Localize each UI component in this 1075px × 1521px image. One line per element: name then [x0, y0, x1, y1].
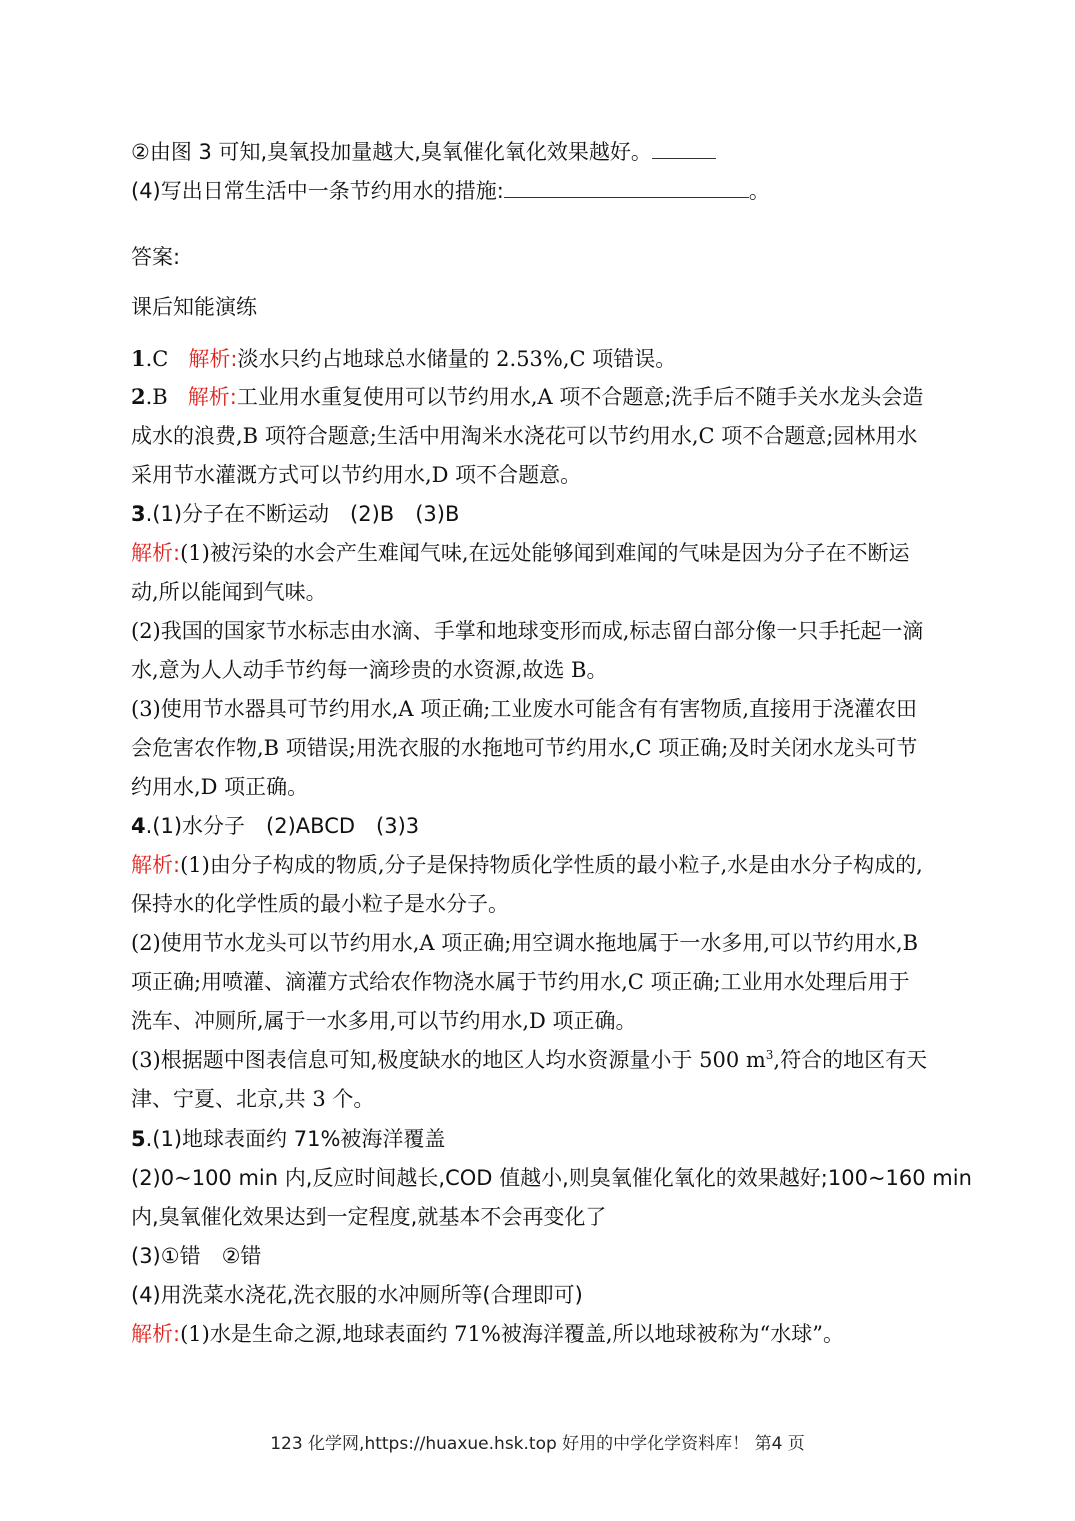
analysis-label: 解析:	[187, 385, 237, 409]
answer-5-number: 5	[131, 1127, 146, 1151]
analysis-line: (3)使用节水器具可节约用水,A 项正确;工业废水可能含有有害物质,直接用于浇灌农田	[131, 697, 918, 721]
answer-4	[131, 811, 946, 841]
section-title: 课后知能演练	[131, 295, 257, 319]
answer-2-analysis-line: 工业用水重复使用可以节约用水,A 项不合题意;洗手后不随手关水龙头会造	[236, 385, 924, 409]
answer-5-line: 内,臭氧催化效果达到一定程度,就基本不会再变化了	[131, 1205, 607, 1229]
analysis-line	[131, 1045, 946, 1075]
answer-blank-long	[504, 177, 749, 198]
answer-5	[131, 1124, 946, 1154]
answer-2	[131, 382, 946, 412]
analysis-line: 项正确;用喷灌、滴灌方式给农作物浇水属于节约用水,C 项正确;工业用水处理后用于	[131, 970, 910, 994]
answer-5-analysis	[131, 1319, 946, 1349]
answer-3-number: 3	[131, 502, 146, 526]
answer-3	[131, 499, 946, 529]
analysis-line: (1)水是生命之源,地球表面约 71%被海洋覆盖,所以地球被称为“水球”。	[180, 1322, 844, 1346]
answer-4-number: 4	[131, 814, 146, 838]
analysis-line: 动,所以能闻到气味。	[131, 580, 327, 604]
answer-5-line: (2)0~100 min 内,反应时间越长,COD 值越小,则臭氧催化氧化的效果越好;100~160 min	[131, 1166, 972, 1190]
question-item-4-text: (4)写出日常生活中一条节约用水的措施:	[131, 179, 504, 203]
analysis-label: 解析:	[131, 1322, 181, 1346]
analysis-line: 水,意为人人动手节约每一滴珍贵的水资源,故选 B。	[131, 658, 608, 682]
answer-5-line: (4)用洗菜水浇花,洗衣服的水冲厕所等(合理即可)	[131, 1283, 583, 1307]
analysis-line: (2)使用节水龙头可以节约用水,A 项正确;用空调水拖地属于一水多用,可以节约用水,B	[131, 931, 919, 955]
analysis-label: 解析:	[188, 347, 238, 371]
answer-2-analysis-line: 成水的浪费,B 项符合题意;生活中用淘米水浇花可以节约用水,C 项不合题意;园林用水	[131, 424, 918, 448]
question-item-2	[131, 137, 946, 167]
answer-1	[131, 344, 946, 374]
question-item-4-end: 。	[748, 179, 770, 203]
answer-2-number: 2	[131, 384, 146, 409]
question-item-2-text: ②由图 3 可知,臭氧投加量越大,臭氧催化氧化效果越好。	[131, 140, 652, 164]
page-footer: 123 化学网,https://huaxue.hsk.top 好用的中学化学资料库！ 第4 页	[270, 1434, 805, 1454]
answer-blank-short	[652, 138, 716, 159]
answer-1-choice: .C	[145, 347, 169, 371]
answer-label: 答案:	[131, 245, 181, 269]
analysis-line: 约用水,D 项正确。	[131, 775, 309, 799]
answer-4-analysis	[131, 850, 946, 880]
analysis-line: (1)由分子构成的物质,分子是保持物质化学性质的最小粒子,水是由水分子构成的,	[180, 853, 923, 877]
answer-3-text: .(1)分子在不断运动 (2)B (3)B	[145, 502, 460, 526]
answer-2-analysis-line: 采用节水灌溉方式可以节约用水,D 项不合题意。	[131, 463, 582, 487]
answer-5-line: (3)①错 ②错	[131, 1244, 262, 1268]
superscript: 3	[765, 1048, 774, 1062]
analysis-line: 会危害农作物,B 项错误;用洗衣服的水拖地可节约用水,C 项正确;及时关闭水龙头可节	[131, 736, 918, 760]
question-item-4	[131, 176, 946, 206]
analysis-text: (3)根据题中图表信息可知,极度缺水的地区人均水资源量小于 500 m	[131, 1048, 766, 1072]
answer-5-text: .(1)地球表面约 71%被海洋覆盖	[145, 1127, 446, 1151]
analysis-label: 解析:	[131, 541, 181, 565]
answer-4-text: .(1)水分子 (2)ABCD (3)3	[145, 814, 420, 838]
answer-2-choice: .B	[145, 385, 168, 409]
analysis-line: 洗车、冲厕所,属于一水多用,可以节约用水,D 项正确。	[131, 1009, 637, 1033]
analysis-label: 解析:	[131, 853, 181, 877]
answer-1-analysis: 淡水只约占地球总水储量的 2.53%,C 项错误。	[237, 347, 677, 371]
answer-1-number: 1	[131, 346, 146, 371]
answer-3-analysis	[131, 538, 946, 568]
analysis-text: ,符合的地区有天	[773, 1048, 928, 1072]
analysis-line: (2)我国的国家节水标志由水滴、手掌和地球变形而成,标志留白部分像一只手托起一滴	[131, 619, 924, 643]
analysis-line: 津、宁夏、北京,共 3 个。	[131, 1087, 375, 1111]
analysis-line: (1)被污染的水会产生难闻气味,在远处能够闻到难闻的气味是因为分子在不断运	[180, 541, 910, 565]
analysis-line: 保持水的化学性质的最小粒子是水分子。	[131, 892, 509, 916]
